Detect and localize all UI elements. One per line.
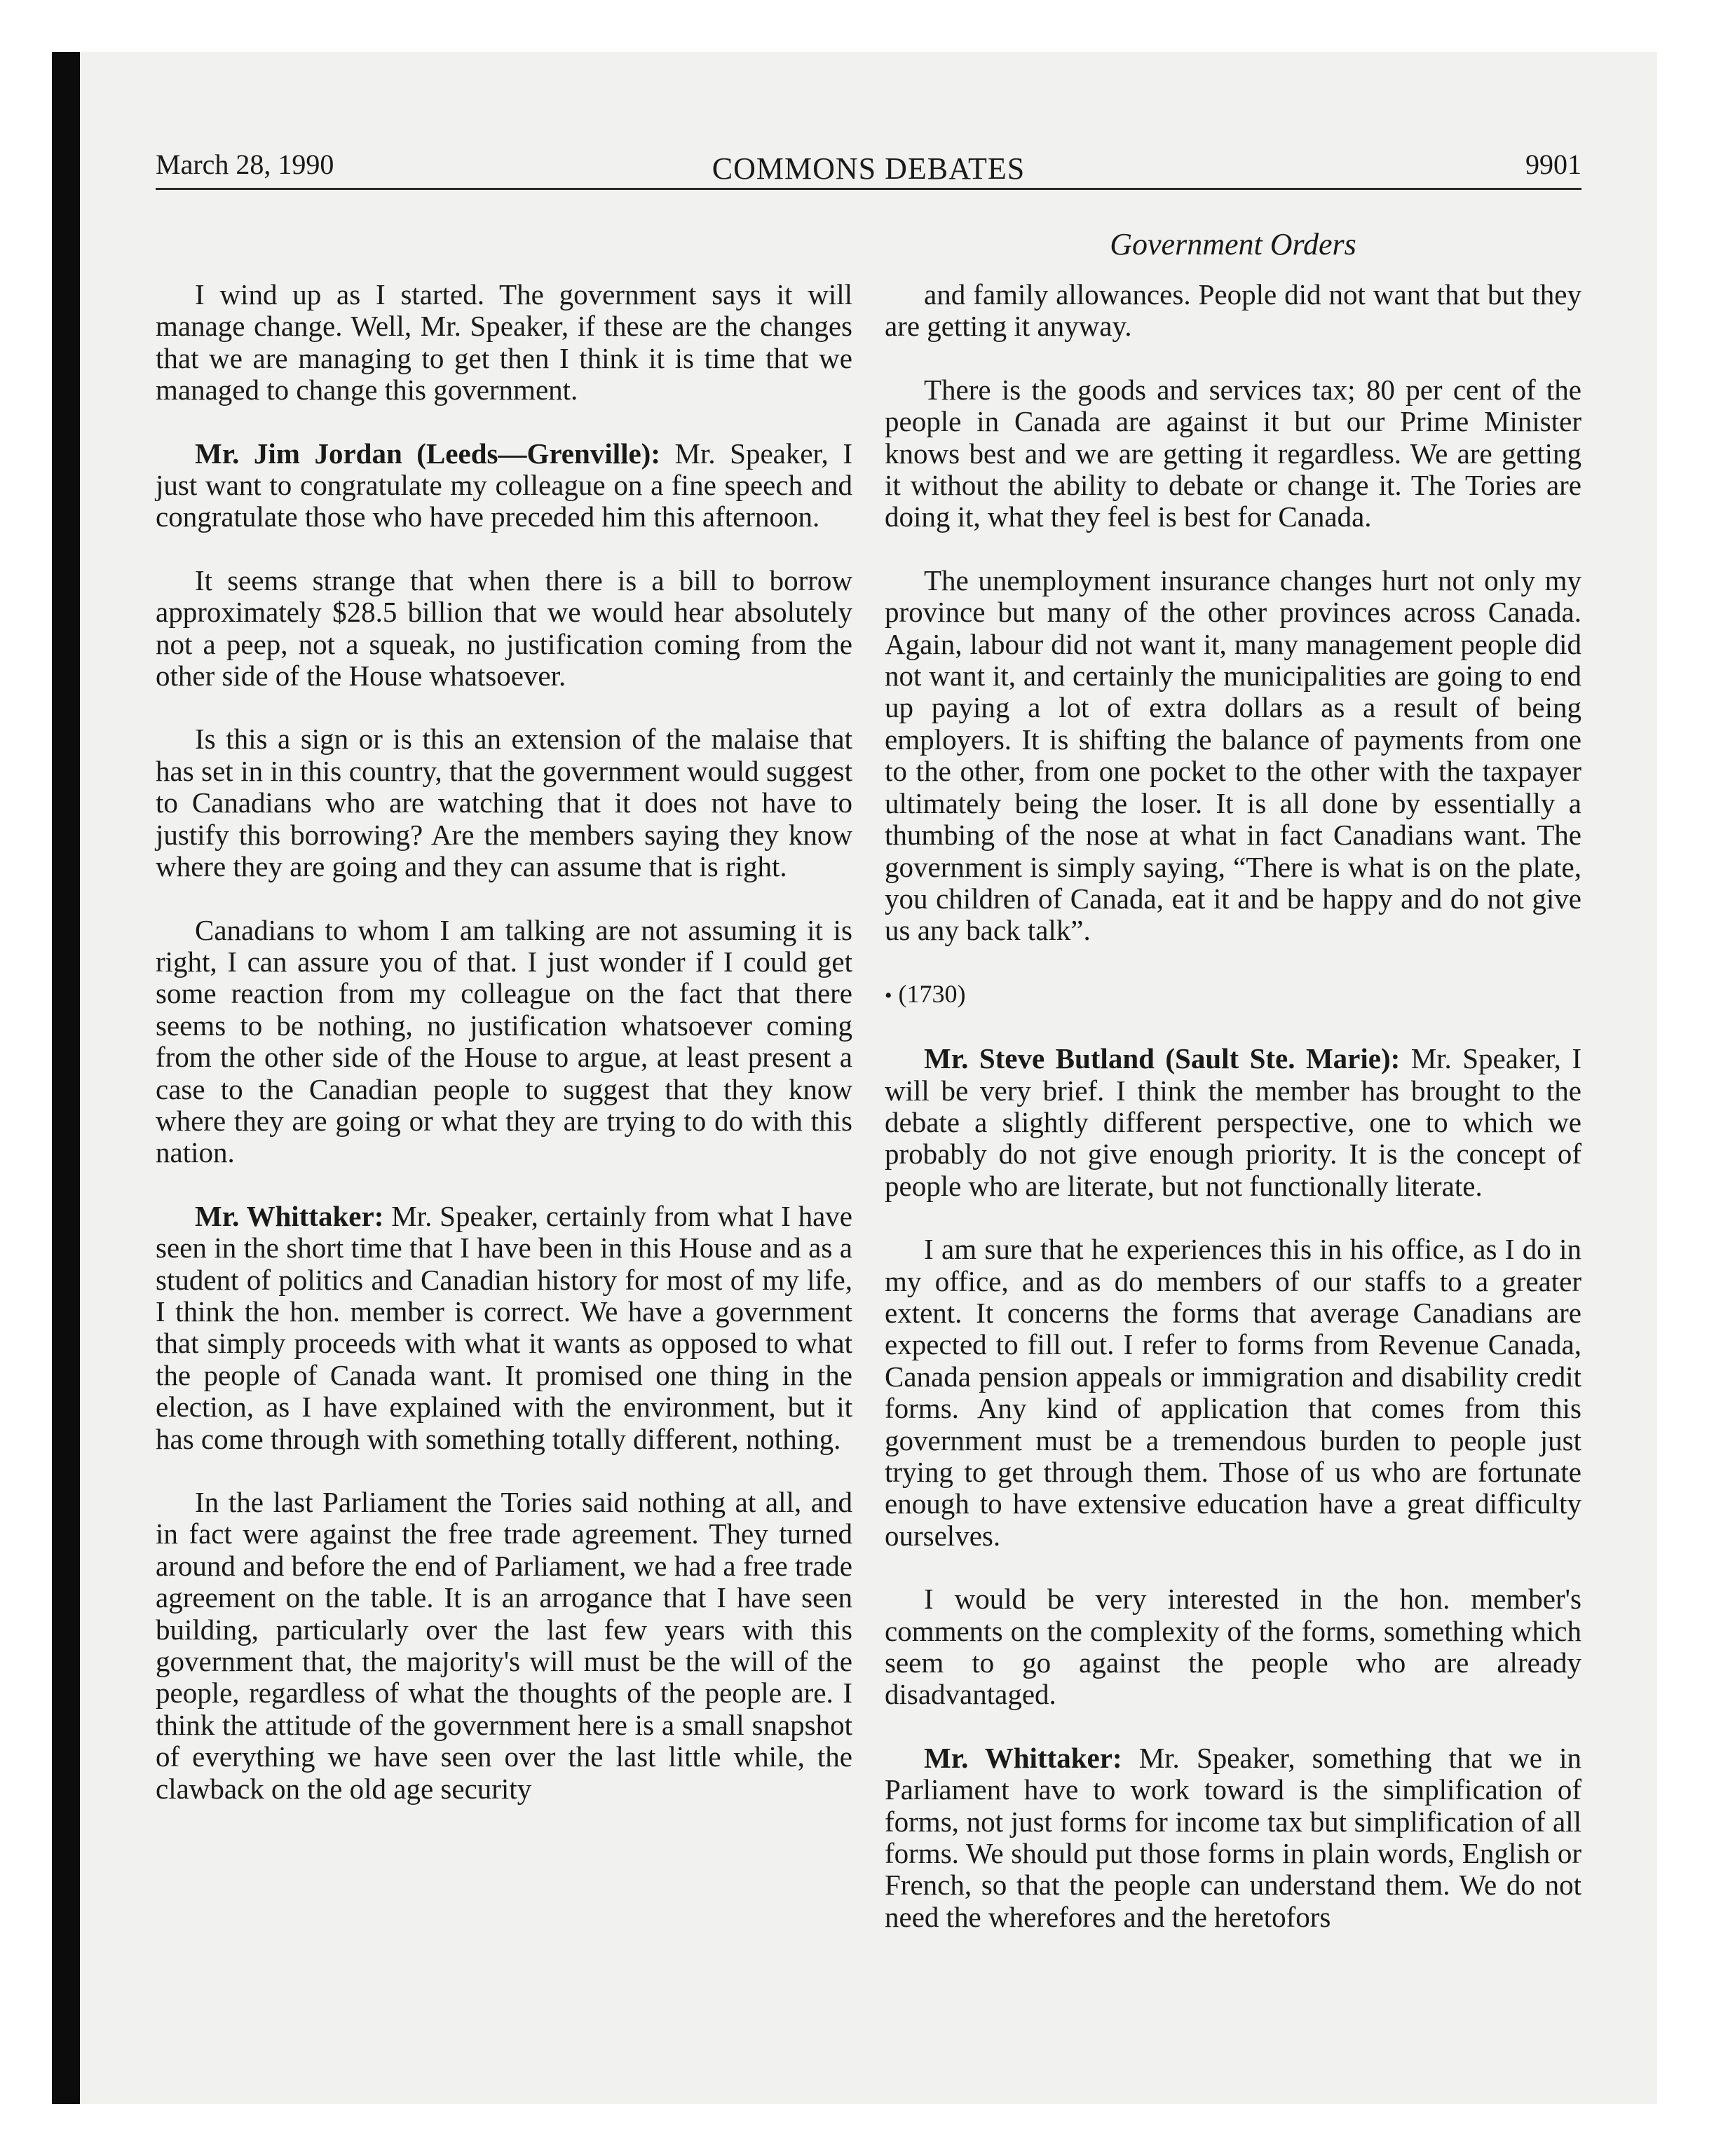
timestamp-text: (1730) [898,979,966,1008]
paragraph: I am sure that he experiences this in his office, as I do in my office, and as do members of our staffs to a greater extent. It concerns the forms that average Canadians are expected to fill out. I refer to forms from Revenue Canada, Canada pension appeals or immigration and disability credit forms. Any kind of application that comes from this government must be a tremendous burden to people just trying to get through them. Those of us who are fortunate enough to have extensive education have a great difficulty ourselves. [885,1233,1581,1552]
speaker-name: Mr. Whittaker: [924,1741,1122,1774]
speaker-name: Mr. Steve Butland (Sault Ste. Marie): [924,1042,1401,1075]
bullet-icon: • [885,983,892,1007]
header-date: March 28, 1990 [156,149,334,180]
paragraph [156,1201,852,1455]
paragraph: Is this a sign or is this an extension of the malaise that has set in in this country, that the government would suggest to Canadians who are watching that it does not have to justify this borrowing? Are the members saying they know where they are going and they can assume that is right. [156,723,852,883]
paragraph [885,1742,1581,1933]
paragraph: Canadians to whom I am talking are not assuming it is right, I can assure you of that. I just wonder if I could get some reaction from my colleague on the fact that there seems to be nothing, no justification whatsoever coming from the other side of the House to argue, at least present a case to the Canadian people to suggest that they know where they are going or what they are trying to do with this nation. [156,913,852,1169]
paragraph [156,438,852,533]
speech-text: Mr. Speaker, something that we in Parliament have to work toward is the simplification of forms, not just forms for income tax but simplification of all forms. We should put those forms in plain words, English or French, so that the people can understand them. We do not need the wherefores and the heretofors [885,1741,1581,1933]
speaker-name: Mr. Whittaker: [195,1199,384,1232]
section-heading: Government Orders [1110,227,1356,261]
paragraph: I would be very interested in the hon. member's comments on the complexity of the forms, something which seem to go against the people who are already disadvantaged. [885,1583,1581,1711]
header-publication: COMMONS DEBATES [712,151,1026,186]
speaker-name: Mr. Jim Jordan (Leeds—Grenville): [195,437,660,470]
header-rule [156,188,1581,190]
paragraph: and family allowances. People did not want that but they are getting it anyway. [885,278,1581,343]
left-column [156,279,852,1805]
speech-text: Mr. Speaker, I just want to congratulate my colleague on a fine speech and congratulate those who have preceded him this afternoon. [156,437,852,533]
paragraph: There is the goods and services tax; 80 per cent of the people in Canada are against it but our Prime Minister knows best and we are getting it regardless. We are getting it without the ability to debate or change it. The Tories are doing it, what they feel is best for Canada. [885,373,1581,533]
scan-edge-bar [52,52,80,2104]
timestamp-marker [885,978,1581,1011]
paragraph: I wind up as I started. The government says it will manage change. Well, Mr. Speaker, if these are the changes that we are managing to get then I think it is time that we managed to change this government. [156,278,852,407]
speech-text: Mr. Speaker, certainly from what I have seen in the short time that I have been in this House and as a student of politics and Canadian history for most of my life, I think the hon. member is correct. We have a government that simply proceeds with what it wants as opposed to what the people of Canada want. It promised one thing in the election, as I have explained with the environment, but it has come through with something totally different, nothing. [156,1199,852,1455]
paragraph [885,1043,1581,1202]
paragraph: In the last Parliament the Tories said nothing at all, and in fact were against the free trade agreement. They turned around and before the end of Parliament, we had a free trade agreement on the table. It is an arrogance that I have seen building, particularly over the last few years with this government that, the majority's will must be the will of the people, regardless of what the thoughts of the people are. I think the attitude of the government here is a small snapshot of everything we have seen over the last little while, the clawback on the old age security [156,1486,852,1805]
paragraph: The unemployment insurance changes hurt not only my province but many of the other provinces across Canada. Again, labour did not want it, many management people did not want it, and certainly the municipalities are going to end up paying a lot of extra dollars as a result of being employers. It is shifting the balance of payments from one to the other, from one pocket to the other with the taxpayer ultimately being the loser. It is all done by essentially a thumbing of the nose at what in fact Canadians want. The government is simply saying, “There is what is on the plate, you children of Canada, eat it and be happy and do not give us any back talk”. [885,564,1581,947]
header-page-number: 9901 [1525,149,1581,180]
page-header [156,144,1581,185]
speech-text: Mr. Speaker, I will be very brief. I think the member has brought to the debate a slightly different perspective, one to which we probably do not give enough priority. It is the concept of people who are literate, but not functionally literate. [885,1042,1581,1202]
right-column [885,279,1581,1933]
paragraph: It seems strange that when there is a bill to borrow approximately $28.5 billion that we would hear absolutely not a peep, not a squeak, no justification coming from the other side of the House whatsoever. [156,564,852,692]
